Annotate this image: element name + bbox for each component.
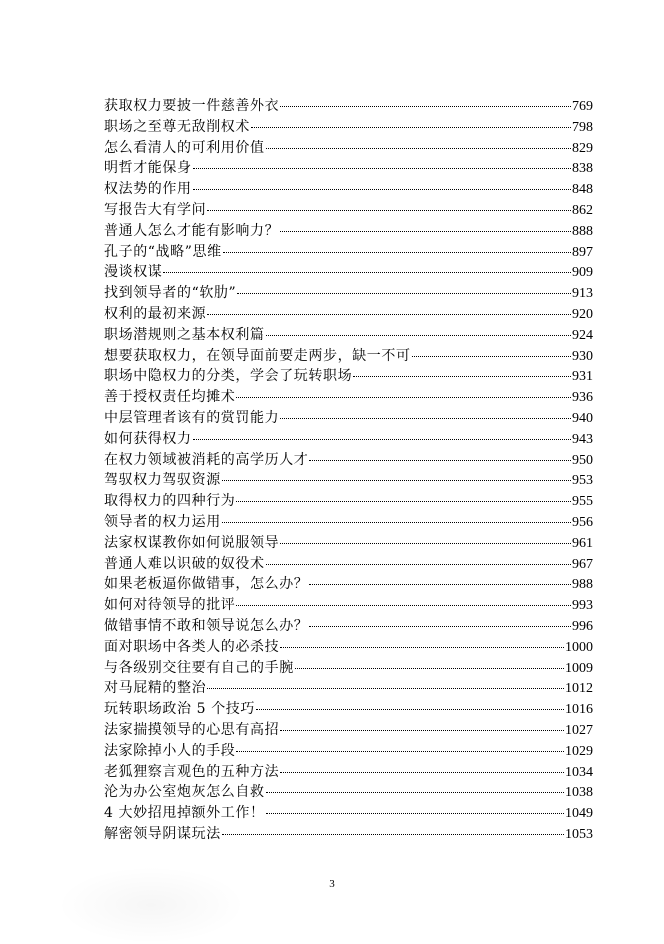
toc-entry-title: 职场中隐权力的分类，学会了玩转职场: [104, 368, 353, 385]
toc-dot-leader: [309, 626, 571, 627]
toc-dot-leader: [237, 293, 571, 294]
toc-entry-page: 838: [572, 161, 593, 177]
toc-entry[interactable]: [104, 741, 593, 762]
toc-entry-page: 888: [572, 223, 593, 239]
toc-entry-title: 权法势的作用: [104, 181, 192, 198]
toc-entry-title: 获取权力要披一件慈善外衣: [104, 98, 280, 114]
toc-dot-leader: [222, 522, 571, 523]
toc-entry[interactable]: [104, 304, 593, 325]
toc-entry-title: 老狐狸察言观色的五种方法: [104, 763, 280, 780]
toc-entry-page: 930: [572, 348, 593, 364]
toc-entry[interactable]: [104, 678, 593, 699]
toc-dot-leader: [295, 668, 564, 669]
toc-entry[interactable]: [104, 616, 593, 637]
toc-entry-title: 解密领导阴谋玩法: [104, 825, 221, 842]
toc-dot-leader: [280, 231, 571, 232]
toc-entry[interactable]: [104, 595, 593, 616]
toc-entry-title: 玩转职场政治 5 个技巧: [104, 701, 256, 718]
toc-entry-page: 897: [572, 244, 593, 260]
toc-entry-page: 956: [572, 514, 593, 530]
toc-entry-page: 988: [572, 577, 593, 593]
toc-dot-leader: [236, 605, 571, 606]
toc-dot-leader: [223, 252, 571, 253]
toc-entry-page: 1016: [565, 702, 593, 718]
toc-entry-title: 如果老板逼你做错事，怎么办？: [104, 576, 309, 593]
toc-entry-page: 1012: [565, 681, 593, 697]
toc-entry-page: 1049: [565, 806, 593, 822]
toc-entry-page: 1029: [565, 743, 593, 759]
page-number: 3: [329, 878, 335, 890]
toc-dot-leader: [266, 813, 564, 814]
toc-entry-title: 中层管理者该有的赏罚能力: [104, 409, 280, 426]
toc-entry[interactable]: [104, 138, 593, 159]
toc-dot-leader: [266, 792, 564, 793]
toc-entry-title: 善于授权责任均摊术: [104, 389, 236, 406]
toc-entry-title: 找到领导者的“软肋”: [104, 285, 237, 302]
toc-dot-leader: [280, 543, 571, 544]
toc-entry-page: 1034: [565, 764, 593, 780]
toc-dot-leader: [266, 148, 571, 149]
toc-entry[interactable]: [104, 637, 593, 658]
toc-dot-leader: [251, 127, 571, 128]
toc-dot-leader: [256, 709, 564, 710]
toc-dot-leader: [266, 335, 571, 336]
toc-entry-page: 1053: [565, 826, 593, 842]
toc-entry-page: 953: [572, 473, 593, 489]
toc-entry-title: 在权力领域被消耗的高学历人才: [104, 451, 309, 468]
toc-entry[interactable]: [104, 387, 593, 408]
toc-entry-page: 967: [572, 556, 593, 572]
toc-dot-leader: [280, 772, 564, 773]
toc-entry[interactable]: [104, 283, 593, 304]
toc-entry-title: 如何获得权力: [104, 430, 192, 447]
toc-entry-title: 职场潜规则之基本权利篇: [104, 326, 265, 343]
toc-entry[interactable]: [104, 262, 593, 283]
toc-entry-title: 与各级别交往要有自己的手腕: [104, 659, 294, 676]
toc-entry[interactable]: [104, 221, 593, 242]
toc-entry-title: 普通人难以识破的奴役术: [104, 555, 265, 572]
toc-entry-page: 996: [572, 618, 593, 634]
toc-entry[interactable]: [104, 762, 593, 783]
toc-entry-title: 权利的最初来源: [104, 305, 207, 322]
toc-entry[interactable]: [104, 699, 593, 720]
toc-entry-page: 943: [572, 431, 593, 447]
toc-entry[interactable]: [104, 803, 593, 824]
toc-entry[interactable]: [104, 408, 593, 429]
toc-entry-title: 驾驭权力驾驭资源: [104, 472, 221, 489]
toc-entry-page: 940: [572, 410, 593, 426]
table-of-contents: [104, 96, 593, 845]
toc-entry-page: 924: [572, 327, 593, 343]
toc-entry[interactable]: [104, 533, 593, 554]
toc-entry-page: 829: [572, 140, 593, 156]
toc-entry-title: 孔子的“战略”思维: [104, 243, 222, 260]
toc-entry-title: 写报告大有学问: [104, 201, 207, 218]
toc-entry-title: 职场之至尊无敌削权术: [104, 118, 250, 135]
toc-entry[interactable]: [104, 242, 593, 263]
toc-entry-page: 1038: [565, 785, 593, 801]
toc-entry-page: 1000: [565, 639, 593, 655]
toc-entry-page: 1027: [565, 722, 593, 738]
toc-dot-leader: [280, 106, 571, 107]
toc-entry-page: 769: [572, 99, 593, 114]
toc-dot-leader: [193, 439, 571, 440]
toc-entry[interactable]: [104, 325, 593, 346]
toc-entry-page: 862: [572, 202, 593, 218]
toc-entry-page: 920: [572, 306, 593, 322]
toc-entry-title: 领导者的权力运用: [104, 513, 221, 530]
toc-entry[interactable]: [104, 179, 593, 200]
toc-entry[interactable]: [104, 554, 593, 575]
toc-entry[interactable]: [104, 824, 593, 845]
toc-entry-title: 想要获取权力，在领导面前要走两步，缺一不可: [104, 347, 411, 364]
toc-entry-title: 法家除掉小人的手段: [104, 742, 236, 759]
toc-entry-title: 4 大妙招甩掉额外工作！: [104, 805, 265, 822]
toc-entry-title: 普通人怎么才能有影响力？: [104, 222, 280, 239]
toc-entry-title: 沦为办公室炮灰怎么自救: [104, 784, 265, 801]
toc-entry-page: 950: [572, 452, 593, 468]
toc-entry-title: 漫谈权谋: [104, 264, 163, 281]
toc-entry-page: 913: [572, 286, 593, 302]
toc-dot-leader: [236, 501, 571, 502]
toc-dot-leader: [163, 272, 571, 273]
toc-dot-leader: [266, 564, 571, 565]
toc-entry[interactable]: [104, 574, 593, 595]
toc-dot-leader: [207, 688, 564, 689]
toc-entry-page: 931: [572, 369, 593, 385]
toc-dot-leader: [353, 376, 571, 377]
toc-entry[interactable]: [104, 117, 593, 138]
toc-entry-page: 961: [572, 535, 593, 551]
toc-dot-leader: [309, 584, 571, 585]
toc-entry[interactable]: [104, 450, 593, 471]
toc-entry[interactable]: [104, 512, 593, 533]
toc-entry[interactable]: [104, 782, 593, 803]
toc-entry-title: 取得权力的四种行为: [104, 493, 236, 510]
toc-dot-leader: [222, 480, 571, 481]
toc-entry[interactable]: [104, 158, 593, 179]
toc-entry-page: 1009: [565, 660, 593, 676]
toc-dot-leader: [207, 210, 571, 211]
toc-entry-page: 936: [572, 390, 593, 406]
toc-dot-leader: [280, 647, 564, 648]
toc-dot-leader: [236, 751, 564, 752]
toc-entry[interactable]: [104, 346, 593, 367]
toc-entry-title: 对马屁精的整治: [104, 680, 207, 697]
toc-entry-page: 909: [572, 265, 593, 281]
toc-entry-page: 848: [572, 182, 593, 198]
toc-dot-leader: [280, 730, 564, 731]
toc-dot-leader: [412, 356, 571, 357]
toc-dot-leader: [222, 834, 564, 835]
toc-entry-title: 明哲才能保身: [104, 160, 192, 177]
toc-entry-title: 如何对待领导的批评: [104, 597, 236, 614]
toc-entry[interactable]: [104, 720, 593, 741]
toc-entry[interactable]: [104, 200, 593, 221]
toc-entry[interactable]: [104, 658, 593, 679]
toc-dot-leader: [207, 314, 571, 315]
toc-entry-title: 做错事情不敢和领导说怎么办？: [104, 617, 309, 634]
toc-entry[interactable]: [104, 366, 593, 387]
toc-entry-page: 955: [572, 494, 593, 510]
toc-entry-title: 怎么看清人的可利用价值: [104, 139, 265, 156]
toc-entry[interactable]: [104, 96, 593, 117]
toc-entry[interactable]: [104, 470, 593, 491]
toc-entry[interactable]: [104, 429, 593, 450]
toc-entry-title: 法家权谋教你如何说服领导: [104, 534, 280, 551]
toc-entry-title: 法家揣摸领导的心思有高招: [104, 721, 280, 738]
toc-entry-page: 798: [572, 119, 593, 135]
toc-entry-page: 993: [572, 598, 593, 614]
toc-dot-leader: [193, 189, 571, 190]
toc-dot-leader: [236, 397, 571, 398]
toc-dot-leader: [280, 418, 571, 419]
toc-entry[interactable]: [104, 491, 593, 512]
toc-dot-leader: [193, 168, 571, 169]
toc-dot-leader: [309, 460, 571, 461]
toc-entry-title: 面对职场中各类人的必杀技: [104, 638, 280, 655]
